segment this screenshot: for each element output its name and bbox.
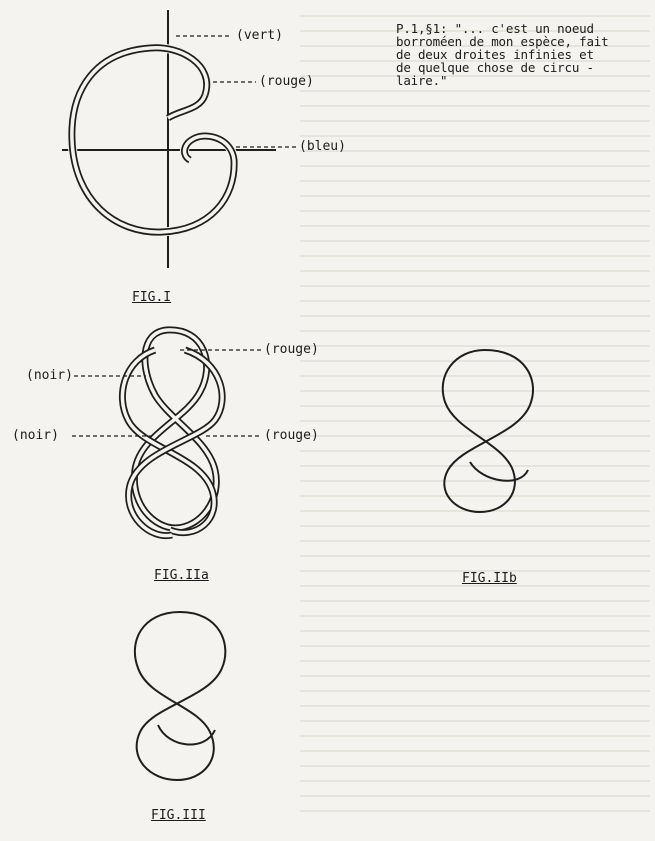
label-vert: (vert)	[236, 28, 283, 43]
caption-fig3: FIG.III	[151, 808, 206, 823]
label-noir-bottom: (noir)	[12, 428, 59, 443]
knot-c-arc	[158, 725, 215, 745]
knot-c-loop	[135, 612, 225, 780]
label-bleu: (bleu)	[299, 139, 346, 154]
caption-fig2b: FIG.IIb	[462, 571, 517, 586]
caption-fig1: FIG.I	[132, 290, 172, 305]
label-noir-top: (noir)	[26, 368, 73, 383]
label-rouge: (rouge)	[259, 74, 314, 89]
quote-text: P.1,§1: "... c'est un noeud borroméen de mon espèce, fait de deux droites infinies et de quelque chose de circu - laire."	[396, 21, 609, 88]
label-rouge-bottom: (rouge)	[264, 428, 319, 443]
caption-fig2a: FIG.IIa	[154, 568, 209, 583]
label-rouge-top: (rouge)	[264, 342, 319, 357]
